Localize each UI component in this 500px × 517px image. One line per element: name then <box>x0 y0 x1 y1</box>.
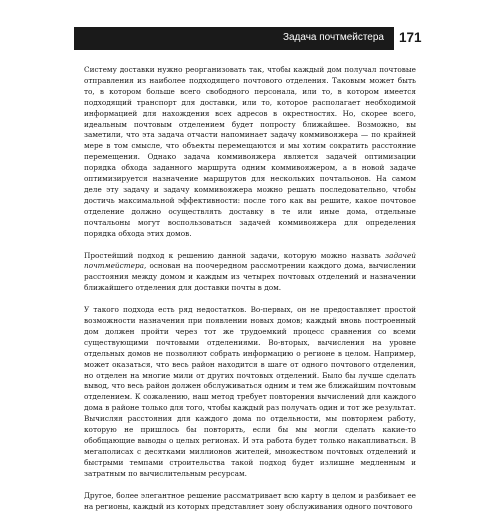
paragraph-1: Систему доставки нужно реорганизовать так, чтобы каждый дом получал почтовые отправления из наиболее подходящего почтового отделения. Таковым может быть то, в котором больше всего свободного персонала, или то, в котором имеется подходящий транспорт для доставки, или то, которое располагает необходимой информацией для нахождения всех адресов в окрестностях. Но, скорее всего, идеальным почтовым отделением будет попросту ближайшее. Возможно, вы заметили, что эта задача отчасти напоминает задачу коммивояжера — по крайней мере в том смысле, что объекты перемещаются и мы хотим сократить расстояние перемещения. Однако задача коммивояжера является задачей оптимизации порядка обхода заданного маршрута одним коммивояжером, а в новой задаче оптимизируется назначение маршрутов для нескольких почтальонов. На самом деле эту задачу и задачу коммивояжера можно решать последовательно, чтобы достичь максимальной эффективности: после того как вы решите, какое почтовое отделение должно осуществлять доставку в те или иные дома, отдельные почтальоны могут воспользоваться задачей коммивояжера для определения порядка обхода этих домов. <box>84 65 416 238</box>
paragraph-2 <box>84 251 416 295</box>
paragraph-4: Другое, более элегантное решение рассматривает всю карту в целом и разбивает ее на регионы, каждый из которых представляет зону обслуживания одного почтового <box>84 490 416 511</box>
running-header <box>74 27 394 50</box>
body-text <box>84 65 416 517</box>
term-postmaster-problem: задачей почтмейстера <box>84 250 416 271</box>
page-number: 171 <box>399 30 422 45</box>
chapter-title: Задача почтмейстера <box>282 32 384 43</box>
paragraph-2-end: , основан на поочередном рассмотрении каждого дома, вычислении расстояния между домом и каждым из четырех почтовых отделений и назначении ближайшего отделения для доставки почты в дом. <box>84 261 416 293</box>
paragraph-3: У такого подхода есть ряд недостатков. Во-первых, он не предоставляет простой возможности назначения при появлении новых домов; каждый вновь построенный дом должен пройти через тот же трудоемкий процесс сравнения со всеми существующими почтовыми отделениями. Во-вторых, вычисления на уровне отдельных домов не позволяют собрать информацию о регионе в целом. Например, может оказаться, что весь район находится в шаге от одного почтового отделения, но отделен на многие мили от других почтовых отделений. Было бы лучше сделать вывод, что весь район должен обслуживаться одним и тем же ближайшим почтовым отделением. К сожалению, наш метод требует повторения вычислений для каждого дома в районе только для того, чтобы каждый раз получать один и тот же результат. Вычисляя расстояния для каждого дома по отдельности, мы повторяем работу, которую не пришлось бы повторять, если бы мы могли сделать какие-то обобщающие выводы о целых регионах. И эта работа будет только накапливаться. В мегаполисах с десятками миллионов жителей, множеством почтовых отделений и быстрыми темпами строительства такой подход будет излишне медленным и затратным по вычислительным ресурсам. <box>84 305 416 478</box>
paragraph-2-start: Простейший подход к решению данной задачи, которую можно назвать <box>84 250 386 260</box>
